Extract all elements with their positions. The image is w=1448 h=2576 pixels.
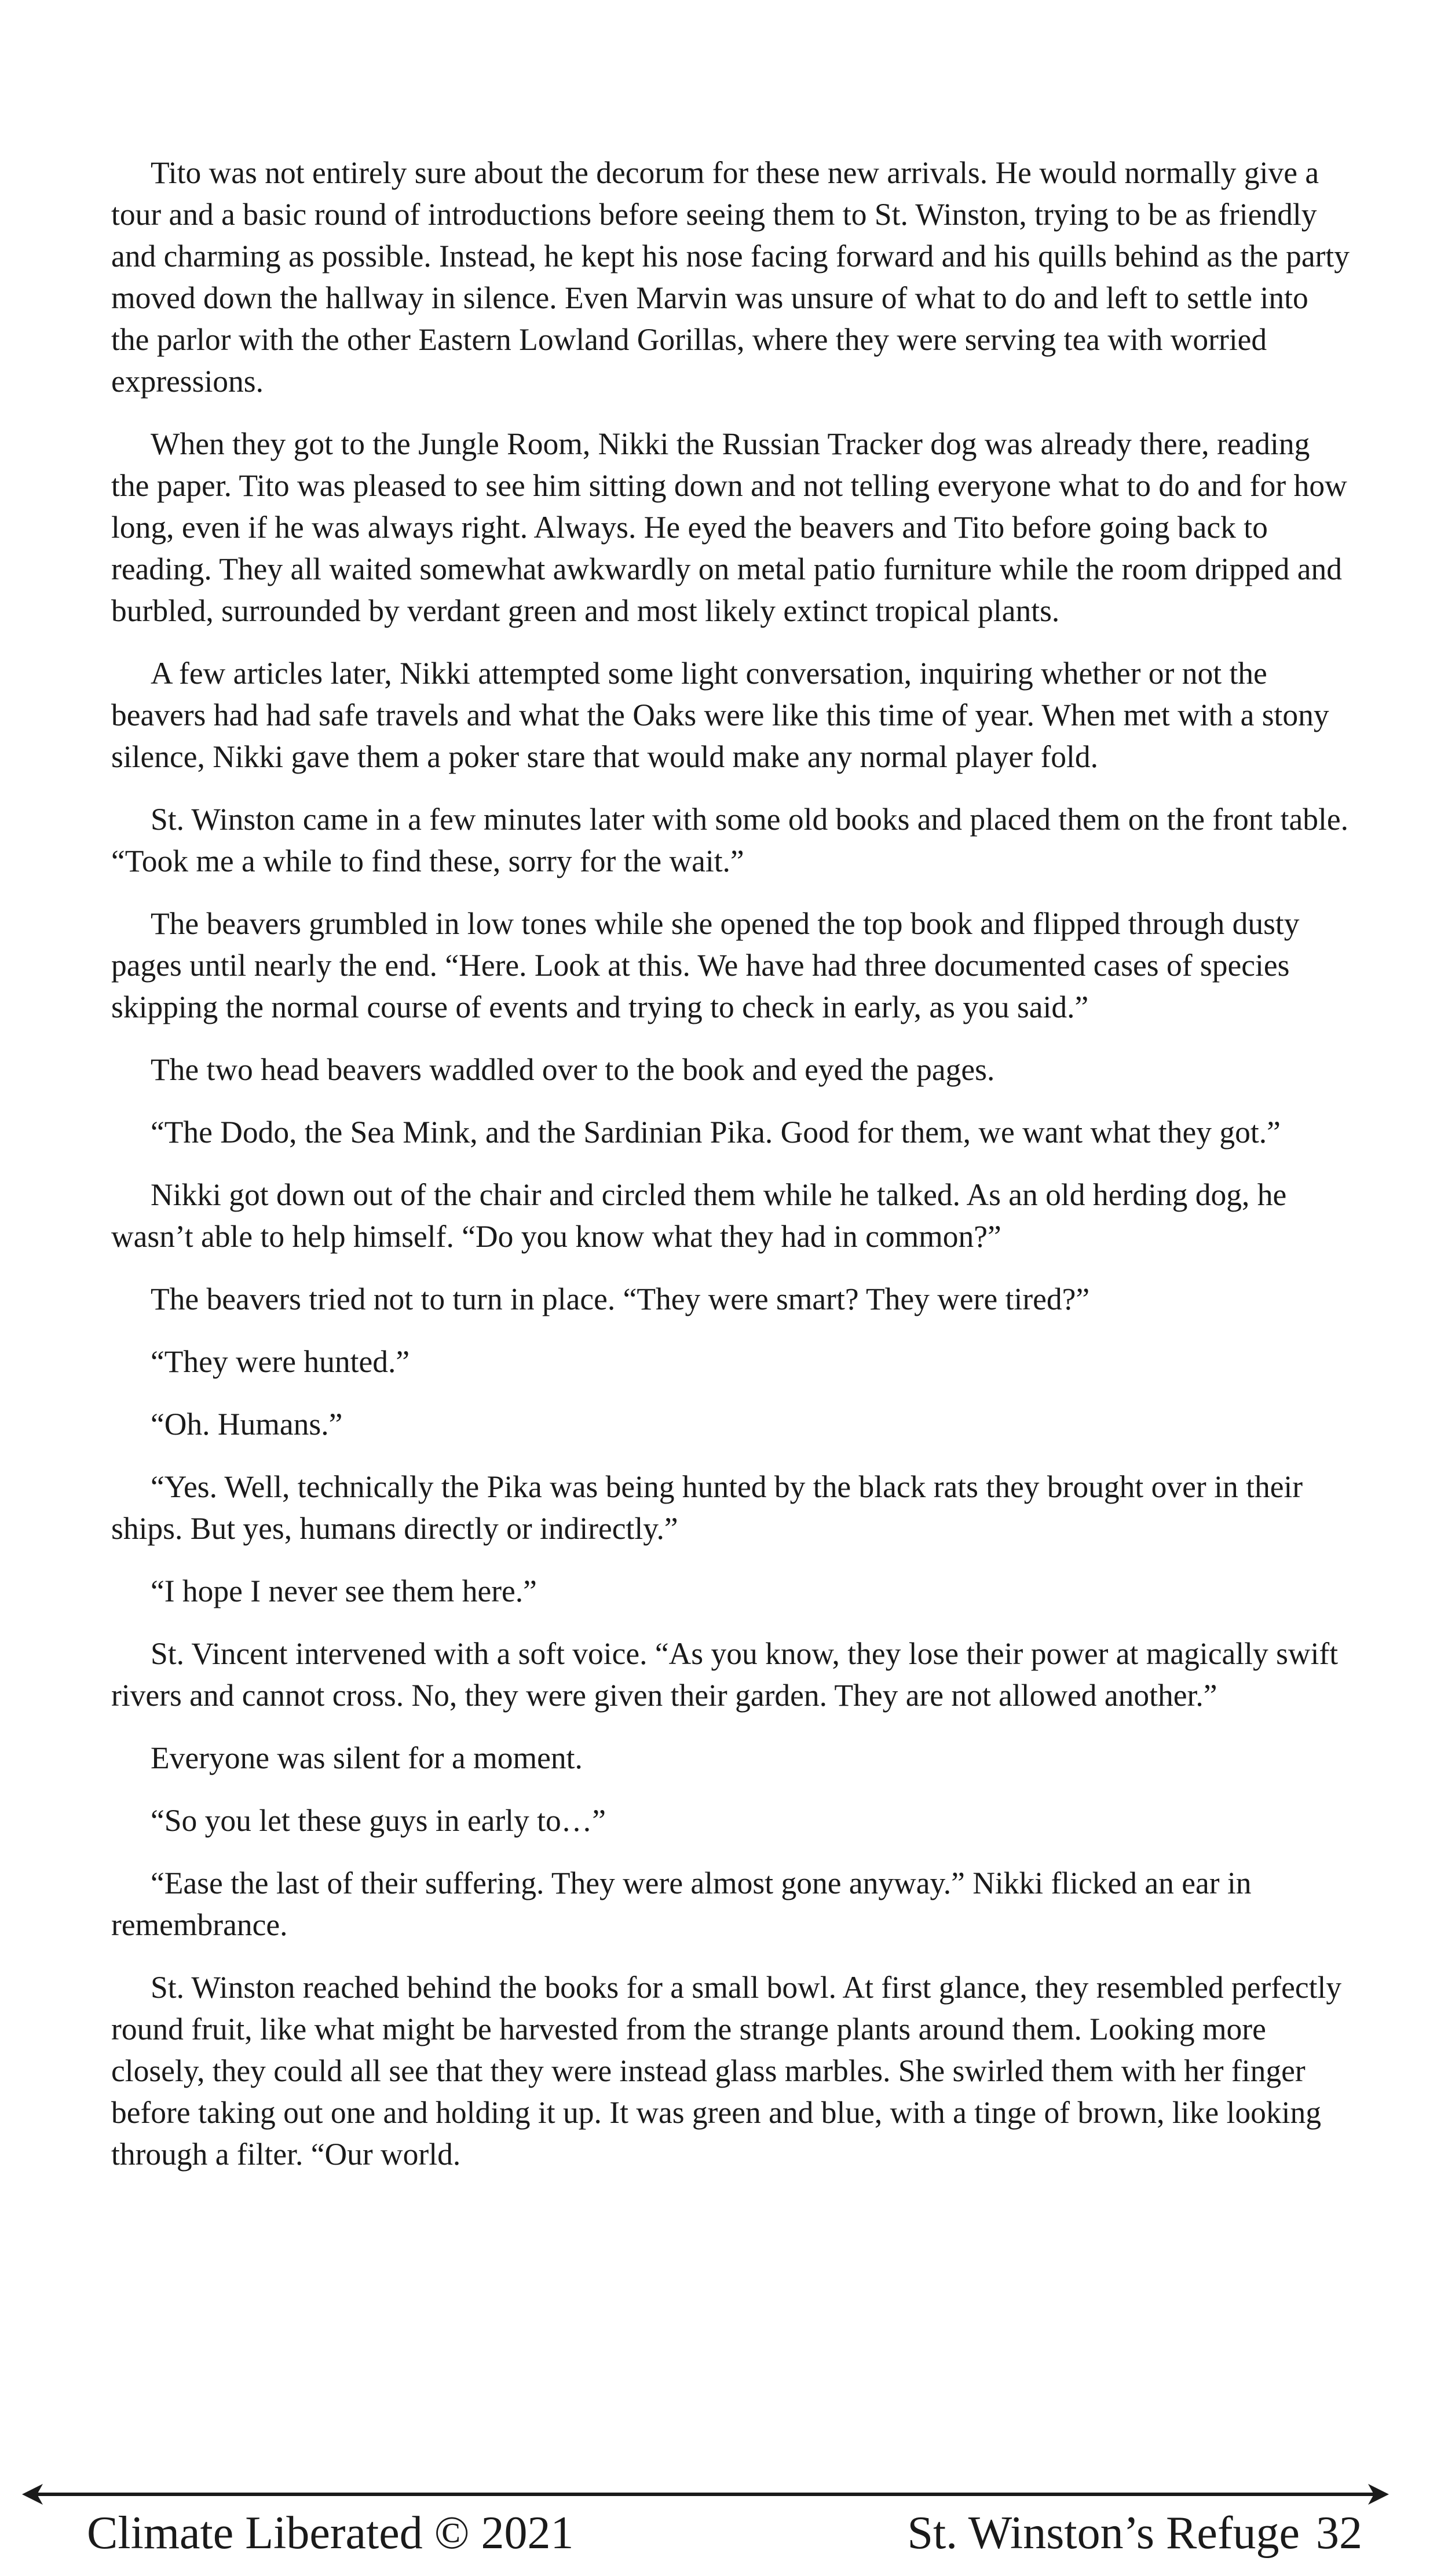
footer-arrow-rule xyxy=(22,2483,1389,2506)
paragraph: A few articles later, Nikki attempted some light conversation, inquiring whether or not the beavers had had safe travels and what the Oaks were like this time of year. When met with a stony silence, Nikki gave them a poker stare that would make any normal player fold. xyxy=(111,656,1329,774)
footer-copyright: Climate Liberated © 2021 xyxy=(87,2508,574,2559)
paragraph: The two head beavers waddled over to the book and eyed the pages. xyxy=(151,1052,995,1087)
paragraph: St. Winston came in a few minutes later with some old books and placed them on the front table. “Took me a while to find these, sorry for the wait.” xyxy=(111,802,1349,878)
paragraph: When they got to the Jungle Room, Nikki the Russian Tracker dog was already there, reading the paper. Tito was pleased to see him sitting down and not telling everyone what to do and for how long, even if he was always right. Always. He eyed the beavers and Tito before going back to reading. They all waited somewhat awkwardly on metal patio furniture while the room dripped and burbled, surrounded by verdant green and most likely extinct tropical plants. xyxy=(111,426,1347,628)
page-number: 32 xyxy=(1316,2508,1362,2559)
paragraph: The beavers grumbled in low tones while she opened the top book and flipped through dusty pages until nearly the end. “Here. Look at this. We have had three documented cases of species skipping the normal course of events and trying to check in early, as you said.” xyxy=(111,906,1300,1024)
paragraph: “The Dodo, the Sea Mink, and the Sardinian Pika. Good for them, we want what they got.” xyxy=(151,1115,1281,1150)
paragraph: The beavers tried not to turn in place. “They were smart? They were tired?” xyxy=(151,1282,1090,1316)
paragraph: Nikki got down out of the chair and circled them while he talked. As an old herding dog, he wasn’t able to help himself. “Do you know what they had in common?” xyxy=(111,1177,1287,1254)
paragraph: “I hope I never see them here.” xyxy=(151,1574,537,1608)
paragraph: “Yes. Well, technically the Pika was being hunted by the black rats they brought over in their ships. But yes, humans directly or indirectly.” xyxy=(111,1469,1303,1546)
page-body xyxy=(111,152,1351,2196)
footer-running-head xyxy=(907,2504,1362,2562)
paragraph: Tito was not entirely sure about the decorum for these new arrivals. He would normally give a tour and a basic round of introductions before seeing them to St. Winston, trying to be as friendly and charming as possible. Instead, he kept his nose facing forward and his quills behind as the party moved down the hallway in silence. Even Marvin was unsure of what to do and left to settle into the parlor with the other Eastern Lowland Gorillas, where they were serving tea with worried expressions. xyxy=(111,155,1350,399)
paragraph: “So you let these guys in early to…” xyxy=(151,1803,606,1838)
footer-book-title: St. Winston’s Refuge xyxy=(907,2508,1300,2559)
paragraph: “Ease the last of their suffering. They were almost gone anyway.” Nikki flicked an ear in remembrance. xyxy=(111,1866,1252,1942)
paragraph: “Oh. Humans.” xyxy=(151,1407,343,1442)
paragraph: “They were hunted.” xyxy=(151,1344,410,1379)
paragraph: St. Vincent intervened with a soft voice. “As you know, they lose their power at magically swift rivers and cannot cross. No, they were given their garden. They are not allowed another.” xyxy=(111,1636,1339,1713)
paragraph: Everyone was silent for a moment. xyxy=(151,1741,583,1775)
paragraph: St. Winston reached behind the books for a small bowl. At first glance, they resembled perfectly round fruit, like what might be harvested from the strange plants around them. Looking more closely, they could all see that they were instead glass marbles. She swirled them with her finger before taking out one and holding it up. It was green and blue, with a tinge of brown, like looking through a filter. “Our world. xyxy=(111,1970,1342,2172)
